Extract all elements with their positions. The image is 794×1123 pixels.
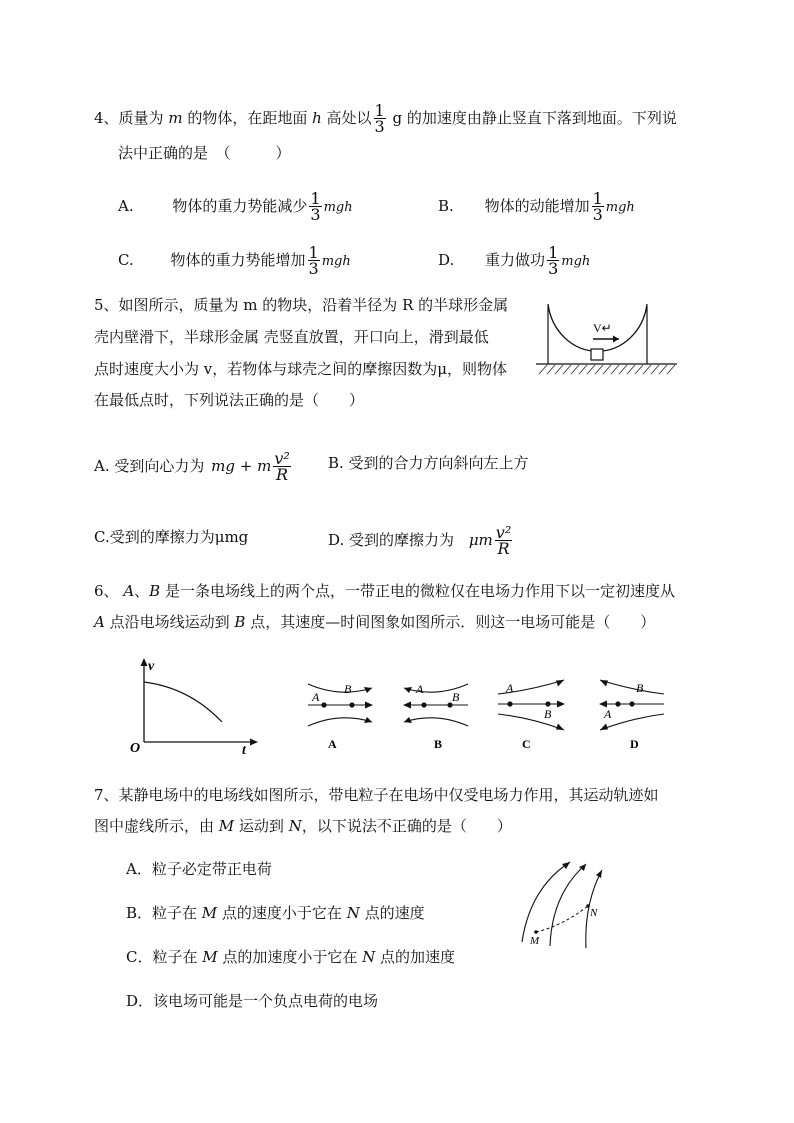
q7-stem-line2: 图中虚线所示，由 M 运动到 N，以下说法不正确的是（ ） [94, 817, 512, 835]
option-a-label: A [328, 737, 337, 751]
q4-option-d[interactable]: D. 重力做功 $\frac{1}{3}$ mgh [438, 243, 591, 278]
q7-option-a[interactable]: A．粒子必定带正电荷 [126, 860, 272, 878]
svg-text:B: B [544, 707, 552, 721]
q6-stem-line2: A 点沿电场线运动到 B 点，其速度—时间图象如图所示．则这一电场可能是（ ） [94, 613, 656, 631]
svg-text:A: A [416, 682, 424, 696]
point-n-label: N [590, 907, 598, 919]
q5-stem-line4: 在最低点时，下列说法正确的是（ ） [94, 391, 365, 409]
t-axis-label: t [242, 743, 246, 756]
q4-option-b[interactable]: B. 物体的动能增加 $\frac{1}{3}$ mgh [438, 189, 635, 224]
q7-stem-line1: 7、某静电场中的电场线如图所示，带电粒子在电场中仅受电场力作用，其运动轨迹如 [94, 786, 659, 804]
q6-stem-line1: 6、 A、B 是一条电场线上的两个点，一带正电的微粒仅在电场力作用下以一定初速度从 [94, 582, 675, 600]
block [591, 349, 603, 360]
electric-field-trajectory-figure [512, 858, 612, 950]
origin-label: O [130, 741, 141, 756]
q7-option-c[interactable]: C．粒子在 M 点的加速度小于它在 N 点的加速度 [126, 948, 456, 966]
fraction-one-third: $\frac{1}{3}$ [374, 101, 385, 136]
q5-option-c[interactable]: C.受到的摩擦力为μmg [94, 528, 249, 546]
q7-option-d[interactable]: D．该电场可能是一个负点电荷的电场 [126, 992, 379, 1010]
svg-text:B: B [452, 690, 460, 704]
velocity-curve [144, 682, 222, 722]
hemisphere-shell-figure [533, 296, 683, 376]
field-option-a[interactable] [300, 676, 380, 756]
svg-text:A: A [506, 681, 514, 695]
trajectory-path [536, 906, 588, 932]
q4-stem-line2: 法中正确的是 （ ） [118, 144, 291, 162]
svg-text:B: B [344, 682, 352, 696]
q4-stem-line1: 4、质量为 m 的物体，在距地面 h 高处以 $\frac{1}{3}$ g 的加速度由静止竖直下落到地面。下列说 [94, 101, 677, 136]
v-axis-label: v [148, 659, 155, 674]
velocity-time-graph [126, 656, 266, 756]
field-option-d[interactable] [592, 676, 672, 756]
q5-option-d[interactable]: D. 受到的摩擦力为 μm $\frac{\text{v²}}{R}$ [328, 523, 512, 558]
q5-option-b[interactable]: B. 受到的合力方向斜向左上方 [328, 454, 529, 472]
field-option-c[interactable] [492, 676, 572, 756]
option-b-label: B [434, 737, 443, 751]
q4-option-c[interactable]: C. 物体的重力势能增加 $\frac{1}{3}$ mgh [118, 243, 351, 278]
svg-text:A: A [604, 707, 612, 721]
q4-option-a[interactable]: A. 物体的重力势能减少 $\frac{1}{3}$ mgh [118, 189, 353, 224]
field-option-b[interactable] [396, 676, 476, 756]
q5-stem-line1: 5、如图所示，质量为 m 的物块，沿着半径为 R 的半球形金属 [94, 296, 509, 314]
q7-option-b[interactable]: B．粒子在 M 点的速度小于它在 N 点的速度 [126, 904, 425, 922]
velocity-label: V↵ [593, 321, 612, 335]
q5-stem-line2: 壳内壁滑下，半球形金属 壳竖直放置，开口向上，滑到最低 [94, 328, 489, 346]
q5-stem-line3: 点时速度大小为 v，若物体与球壳之间的摩擦因数为μ，则物体 [94, 360, 507, 378]
svg-text:A: A [312, 690, 320, 704]
q5-option-a[interactable]: A. 受到向心力为 mg + m $\frac{\text{v²}}{R}$ [94, 449, 290, 484]
option-d-label: D [630, 737, 639, 751]
option-c-label: C [522, 737, 531, 751]
point-m-label: M [530, 935, 540, 947]
svg-text:B: B [636, 681, 644, 695]
